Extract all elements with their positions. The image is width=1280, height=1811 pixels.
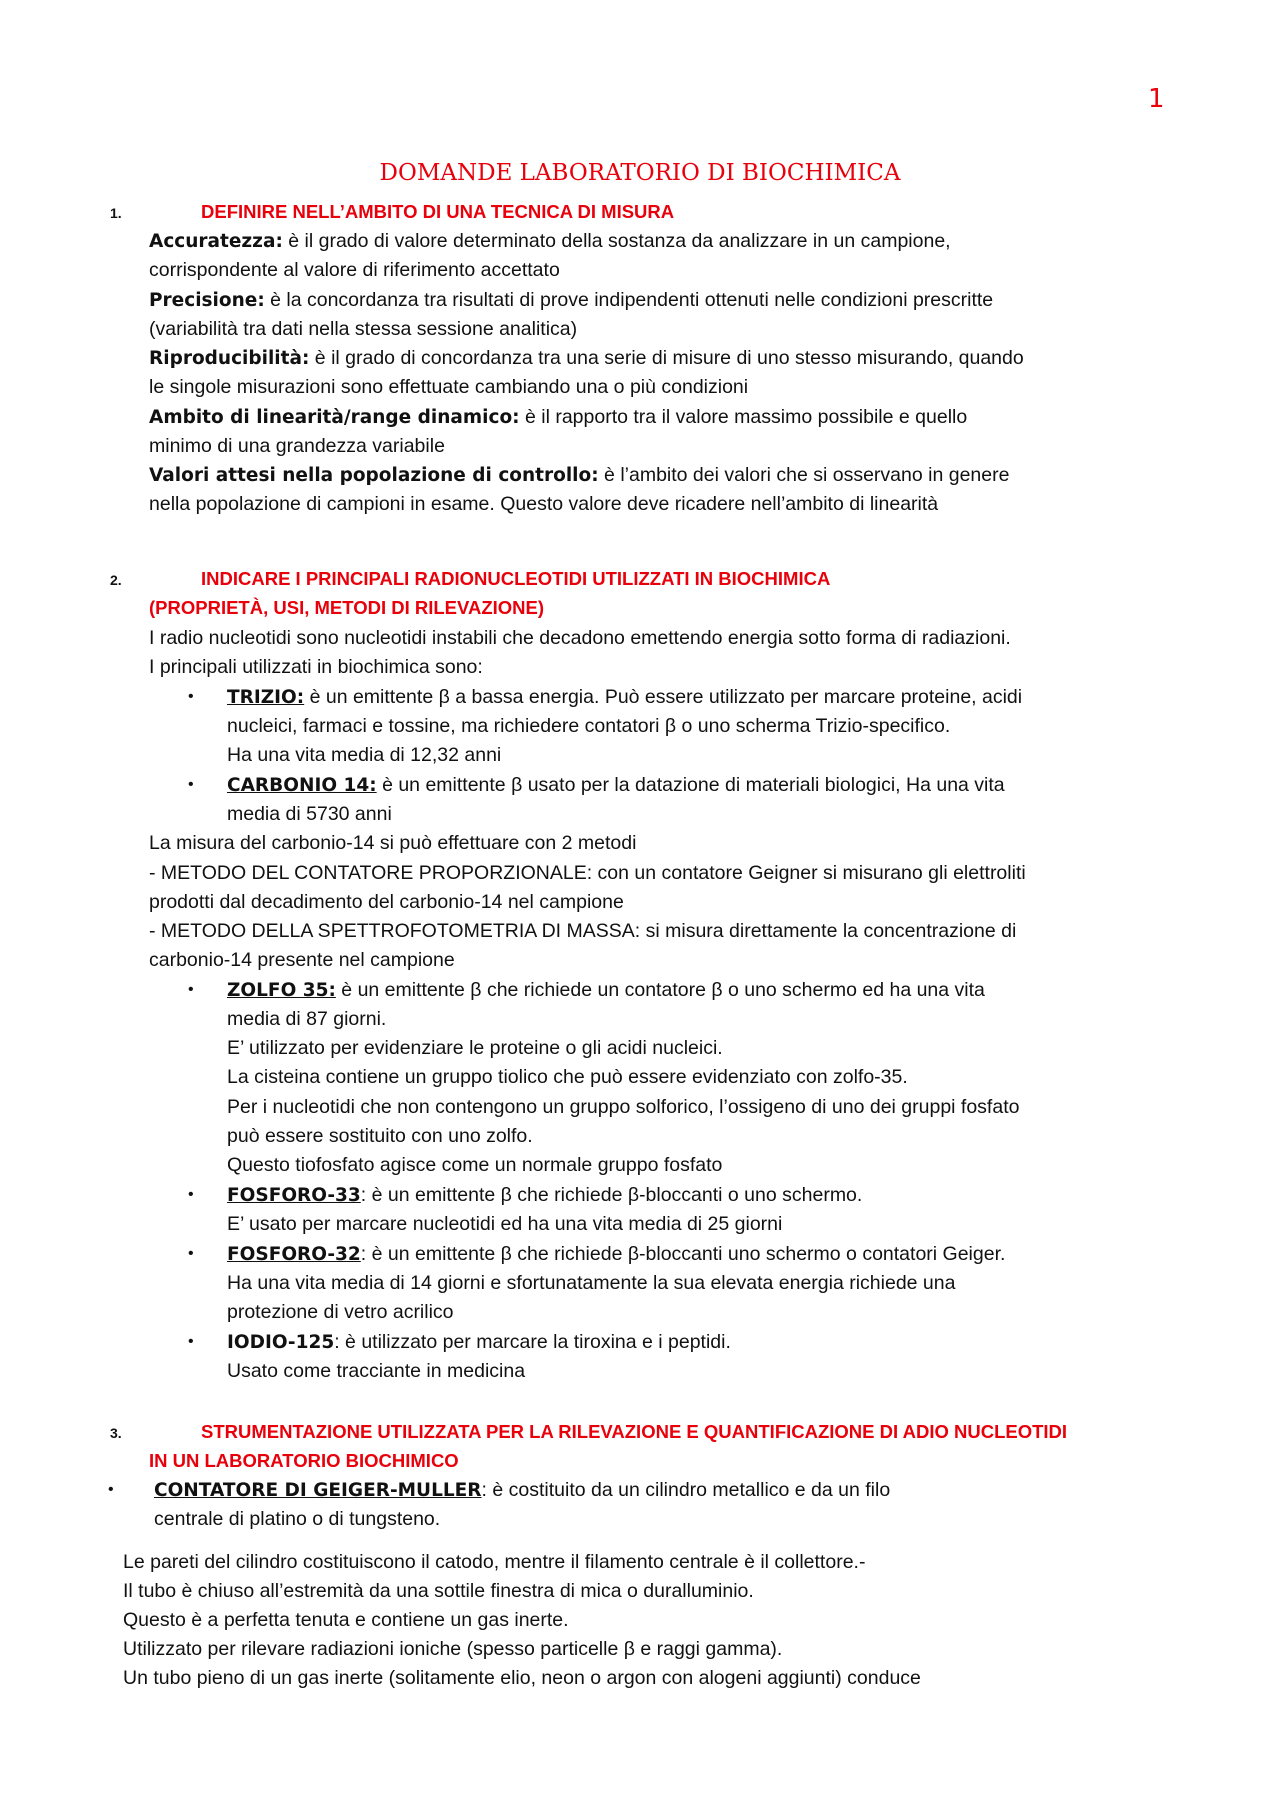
riproducibilita-label: Riproducibilità: bbox=[149, 348, 310, 369]
geiger-paragraph-line-3: Questo è a perfetta tenuta e contiene un gas inerte. bbox=[123, 1609, 569, 1631]
precisione-line-1: Precisione: è la concordanza tra risultati di prove indipendenti ottenuti nelle condizioni prescritte bbox=[149, 289, 994, 311]
zolfo-line-6: può essere sostituito con uno zolfo. bbox=[227, 1125, 533, 1147]
trizio-line-2: nucleici, farmaci e tossine, ma richiedere contatori β o uno scherma Trizio-specifico. bbox=[227, 715, 951, 737]
page-title: DOMANDE LABORATORIO DI BIOCHIMICA bbox=[379, 160, 901, 186]
iodio-line-1: IODIO-125: è utilizzato per marcare la tiroxina e i peptidi. bbox=[227, 1331, 731, 1353]
bullet-iodio: • bbox=[188, 1333, 194, 1350]
question-3-heading-line-2: IN UN LABORATORIO BIOCHIMICO bbox=[149, 1450, 459, 1471]
iodio-label: IODIO-125 bbox=[227, 1332, 335, 1353]
bullet-geiger: • bbox=[108, 1481, 114, 1498]
fosforo-32-line-1: FOSFORO-32: è un emittente β che richiede β-bloccanti uno schermo o contatori Geiger. bbox=[227, 1243, 1006, 1265]
carbonio-methods-line-1: La misura del carbonio-14 si può effettuare con 2 metodi bbox=[149, 832, 637, 854]
bullet-zolfo: • bbox=[188, 981, 194, 998]
fosforo-33-line-2: E’ usato per marcare nucleotidi ed ha una vita media di 25 giorni bbox=[227, 1213, 783, 1235]
carbonio-line-2: media di 5730 anni bbox=[227, 803, 392, 825]
carbonio-methods-line-4: - METODO DELLA SPETTROFOTOMETRIA DI MASSA: si misura direttamente la concentrazione di bbox=[149, 920, 1017, 942]
precisione-line-2: (variabilità tra dati nella stessa sessione analitica) bbox=[149, 318, 578, 340]
geiger-line-2: centrale di platino o di tungsteno. bbox=[154, 1508, 441, 1530]
bullet-fosforo-33: • bbox=[188, 1186, 194, 1203]
zolfo-line-4: La cisteina contiene un gruppo tiolico che può essere evidenziato con zolfo-35. bbox=[227, 1066, 908, 1088]
linearita-line-2: minimo di una grandezza variabile bbox=[149, 435, 445, 457]
zolfo-label: ZOLFO 35: bbox=[227, 980, 336, 1001]
zolfo-line-3: E’ utilizzato per evidenziare le proteine o gli acidi nucleici. bbox=[227, 1037, 723, 1059]
riproducibilita-line-2: le singole misurazioni sono effettuate cambiando una o più condizioni bbox=[149, 376, 749, 398]
trizio-line-3: Ha una vita media di 12,32 anni bbox=[227, 744, 502, 766]
geiger-paragraph-line-2: Il tubo è chiuso all’estremità da una sottile finestra di mica o duralluminio. bbox=[123, 1580, 754, 1602]
carbonio-line-1: CARBONIO 14: è un emittente β usato per la datazione di materiali biologici, Ha una vita bbox=[227, 774, 1005, 796]
geiger-paragraph-line-1: Le pareti del cilindro costituiscono il catodo, mentre il filamento centrale è il collettore.- bbox=[123, 1551, 866, 1573]
carbonio-label: CARBONIO 14: bbox=[227, 775, 377, 796]
geiger-label: CONTATORE DI GEIGER-MULLER bbox=[154, 1480, 482, 1501]
zolfo-line-2: media di 87 giorni. bbox=[227, 1008, 387, 1030]
bullet-fosforo-32: • bbox=[188, 1245, 194, 1262]
zolfo-line-5: Per i nucleotidi che non contengono un gruppo solforico, l’ossigeno di uno dei gruppi fosfato bbox=[227, 1096, 1020, 1118]
geiger-paragraph-line-5: Un tubo pieno di un gas inerte (solitamente elio, neon o argon con alogeni aggiunti) conduce bbox=[123, 1667, 921, 1689]
trizio-line-1: TRIZIO: è un emittente β a bassa energia. Può essere utilizzato per marcare proteine, acidi bbox=[227, 686, 1023, 708]
carbonio-methods-line-5: carbonio-14 presente nel campione bbox=[149, 949, 455, 971]
zolfo-line-7: Questo tiofosfato agisce come un normale gruppo fosfato bbox=[227, 1154, 723, 1176]
fosforo-32-line-2: Ha una vita media di 14 giorni e sfortunatamente la sua elevata energia richiede una bbox=[227, 1272, 956, 1294]
valori-attesi-line-2: nella popolazione di campioni in esame. Questo valore deve ricadere nell’ambito di linearità bbox=[149, 493, 939, 515]
page-number: 1 bbox=[1148, 84, 1165, 114]
question-1-heading: DEFINIRE NELL’AMBITO DI UNA TECNICA DI MISURA bbox=[201, 201, 675, 222]
linearita-label: Ambito di linearità/range dinamico: bbox=[149, 407, 520, 428]
bullet-trizio: • bbox=[188, 688, 194, 705]
question-number-3: 3. bbox=[110, 1425, 122, 1441]
accuratezza-line-2: corrispondente al valore di riferimento accettato bbox=[149, 259, 560, 281]
accuratezza-label: Accuratezza: bbox=[149, 231, 283, 252]
geiger-paragraph-line-4: Utilizzato per rilevare radiazioni ioniche (spesso particelle β e raggi gamma). bbox=[123, 1638, 783, 1660]
fosforo-32-line-3: protezione di vetro acrilico bbox=[227, 1301, 454, 1323]
bullet-carbonio: • bbox=[188, 776, 194, 793]
q2-intro-line-1: I radio nucleotidi sono nucleotidi instabili che decadono emettendo energia sotto forma di radiazioni. bbox=[149, 627, 1011, 649]
riproducibilita-line-1: Riproducibilità: è il grado di concordanza tra una serie di misure di uno stesso misurando, quando bbox=[149, 347, 1024, 369]
iodio-line-2: Usato come tracciante in medicina bbox=[227, 1360, 526, 1382]
geiger-line-1: CONTATORE DI GEIGER-MULLER: è costituito da un cilindro metallico e da un filo bbox=[154, 1479, 891, 1501]
question-3-heading-line-1: STRUMENTAZIONE UTILIZZATA PER LA RILEVAZIONE E QUANTIFICAZIONE DI ADIO NUCLEOTIDI bbox=[201, 1421, 1068, 1442]
question-number-2: 2. bbox=[110, 572, 122, 588]
zolfo-line-1: ZOLFO 35: è un emittente β che richiede un contatore β o uno schermo ed ha una vita bbox=[227, 979, 985, 1001]
precisione-label: Precisione: bbox=[149, 290, 265, 311]
carbonio-methods-line-2: - METODO DEL CONTATORE PROPORZIONALE: con un contatore Geigner si misurano gli elettroliti bbox=[149, 862, 1026, 884]
trizio-label: TRIZIO: bbox=[227, 687, 305, 708]
fosforo-33-label: FOSFORO-33 bbox=[227, 1185, 361, 1206]
valori-attesi-label: Valori attesi nella popolazione di controllo: bbox=[149, 465, 599, 486]
fosforo-32-label: FOSFORO-32 bbox=[227, 1244, 361, 1265]
q2-intro-line-2: I principali utilizzati in biochimica sono: bbox=[149, 656, 483, 678]
linearita-line-1: Ambito di linearità/range dinamico: è il rapporto tra il valore massimo possibile e quello bbox=[149, 406, 968, 428]
fosforo-33-line-1: FOSFORO-33: è un emittente β che richiede β-bloccanti o uno schermo. bbox=[227, 1184, 863, 1206]
valori-attesi-line-1: Valori attesi nella popolazione di controllo: è l’ambito dei valori che si osservano in genere bbox=[149, 464, 1010, 486]
question-2-heading-line-1: INDICARE I PRINCIPALI RADIONUCLEOTIDI UTILIZZATI IN BIOCHIMICA bbox=[201, 568, 831, 589]
accuratezza-line-1: Accuratezza: è il grado di valore determinato della sostanza da analizzare in un campione, bbox=[149, 230, 951, 252]
question-2-heading-line-2: (PROPRIETÀ, USI, METODI DI RILEVAZIONE) bbox=[149, 597, 545, 618]
question-number-1: 1. bbox=[110, 205, 122, 221]
carbonio-methods-line-3: prodotti dal decadimento del carbonio-14 nel campione bbox=[149, 891, 624, 913]
